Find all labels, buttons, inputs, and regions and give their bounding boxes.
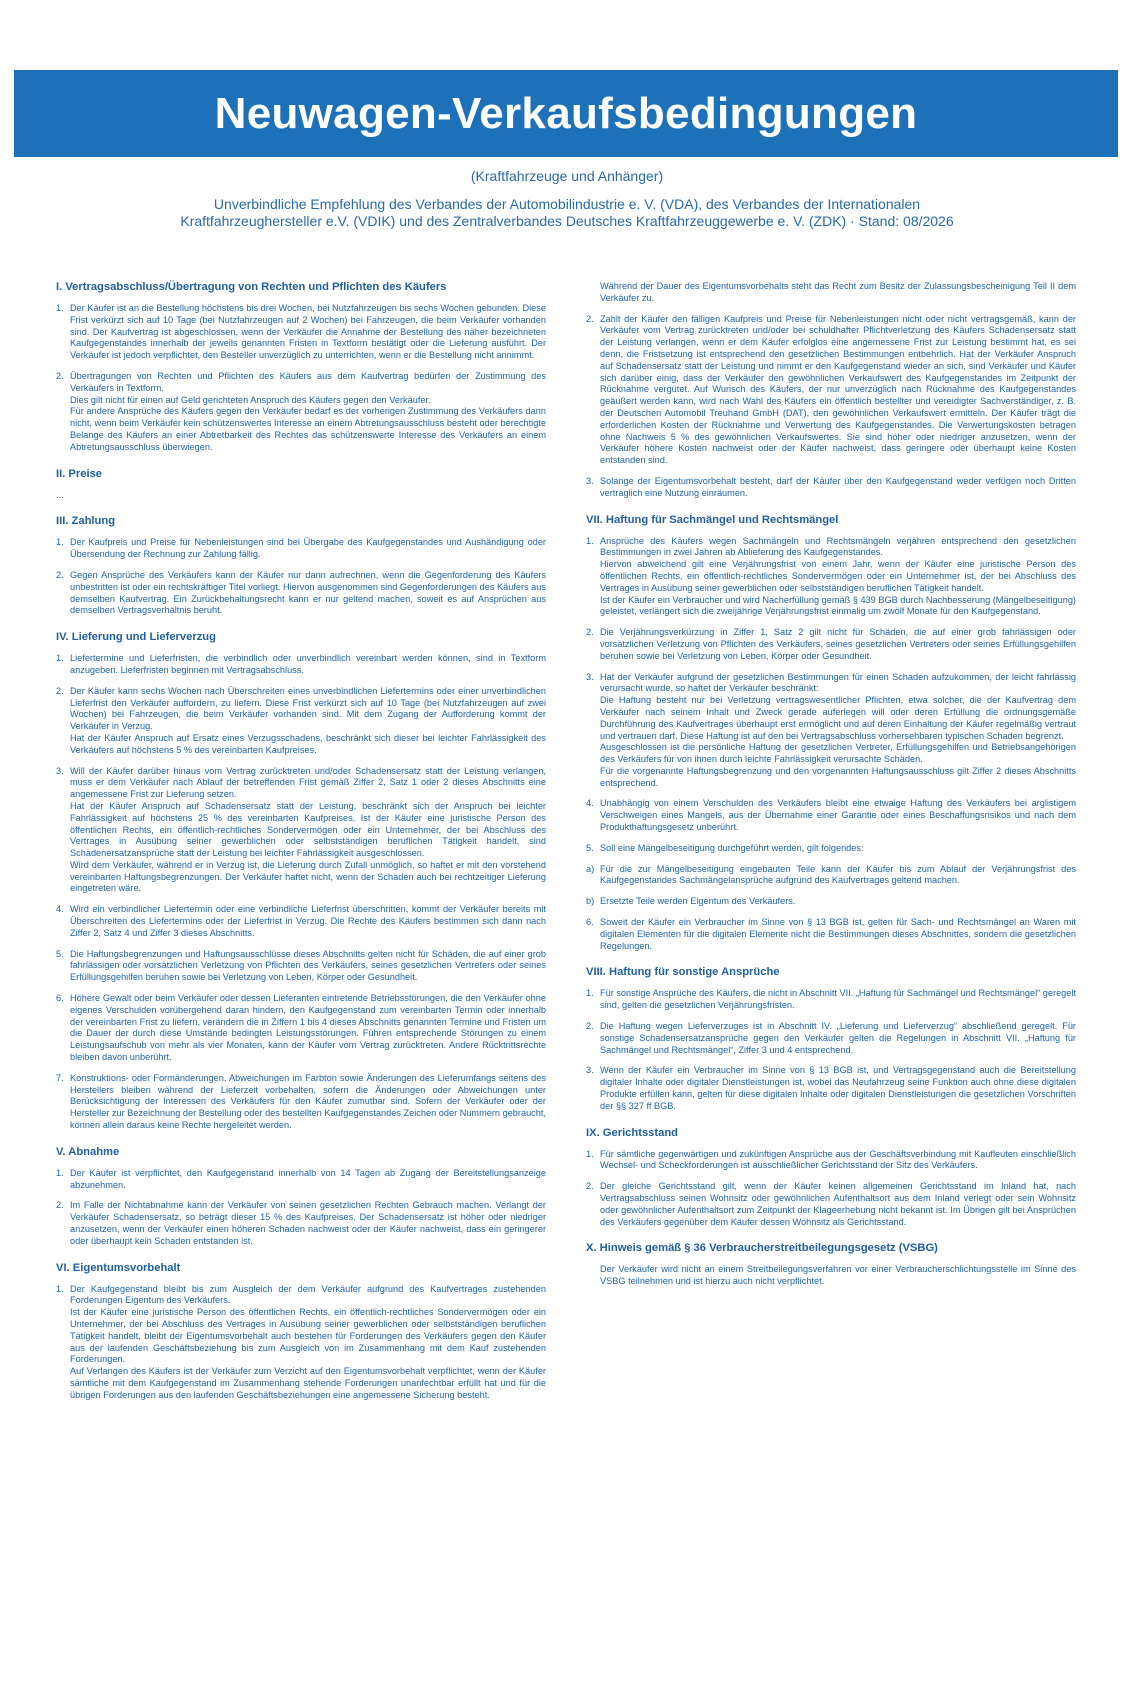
clause-text — [70, 1284, 546, 1402]
clause-paragraph: Ausgeschlossen ist die persönliche Haftung der gesetzlichen Vertreter, Erfüllungsgehilfen und Betriebsangehörigen des Verkäufers für von ihnen durch leichte Fahrlässigkeit verursachte Schäden. — [600, 742, 1076, 765]
clause-text — [600, 536, 1076, 619]
clause-text — [70, 1168, 546, 1192]
clause-text — [600, 476, 1076, 500]
right-column — [586, 281, 1076, 1302]
section — [56, 631, 546, 1132]
clause-paragraph: Will der Käufer darüber hinaus vom Vertrag zurücktreten und/oder Schadensersatz statt der Leistung verlangen, muss er dem Verkäufer nach Ablauf der betreffenden Frist gemäß Ziffer 2, Satz 1 oder 2 dieses Abschnitts eine angemessene Frist zur Lieferung setzen. — [70, 765, 546, 800]
clause-paragraph: Soweit der Käufer ein Verbraucher im Sinne von § 13 BGB ist, gelten für Sach- und Rechtsmängel an Waren mit digitalen Elementen für die digitalen Elemente nicht die Bestimmungen dieses Abschnittes, sondern die gesetzlichen Regelungen. — [600, 917, 1076, 951]
clause-text — [70, 766, 546, 896]
clause-paragraph: Der Kaufgegenstand bleibt bis zum Ausgleich der dem Verkäufer aufgrund des Kaufvertrages zustehenden Forderungen Eigentum des Verkäufers. — [70, 1283, 546, 1306]
clause — [586, 672, 1076, 790]
clause-number: 3. — [586, 475, 594, 486]
clause-paragraph: Die Haftungsbegrenzungen und Haftungsausschlüsse dieses Abschnitts gelten nicht für Schäden, die auf einer grob fahrlässigen oder vorsätzlichen Verletzung von Pflichten des Verkäufers, seines gesetzlichen Vertreters oder seines Erfüllungsgehilfen beruhen sowie bei Verletzung von Leben, Körper oder Gesundheit. — [70, 948, 546, 983]
clause-text — [600, 1181, 1076, 1228]
clause-paragraph: Die Haftung wegen Lieferverzuges ist in Abschnitt IV. „Lieferung und Lieferverzug“ abschließend geregelt. Für sonstige Schadensersatzansprüche gegen den Verkäufer gelten die Regelungen in Abschnitt VII. „Haftung für Sachmängel und Rechtsmängel“, Ziffer 3 und 4 entsprechend. — [600, 1021, 1076, 1055]
section-text: ... — [56, 489, 64, 500]
clause — [56, 570, 546, 617]
clause-text — [600, 1149, 1076, 1173]
clause — [56, 1168, 546, 1192]
clause-text — [70, 303, 546, 362]
clause-text — [70, 1200, 546, 1247]
clause-paragraph: Zahlt der Käufer den fälligen Kaufpreis und Preise für Nebenleistungen nicht oder nicht vertragsgemäß, kann der Verkäufer vom Vertrag zurücktreten und/oder bei schuldhafter Pflichtverletzung des Käufers Schadensersatz statt der Leistung verlangen, wenn er dem Käufer erfolglos eine angemessene Frist zur Leistung bestimmt hat, es sei denn, die Fristsetzung ist entsprechend den gesetzlichen Bestimmungen entbehrlich. Hat der Verkäufer Anspruch auf Schadensersatz statt der Leistung und nimmt er den Kaufgegenstand wieder an sich, sind Verkäufer und Käufer sich darüber einig, dass der Verkäufer den gewöhnlichen Verkaufswert des Kaufgegenstandes im Zeitpunkt der Rücknahme vergütet. Auf Wunsch des Käufers, der nur unverzüglich nach Rücknahme des Kaufgegenstandes geäußert werden kann, wird nach Wahl des Käufers ein öffentlich bestellter und vereidigter Sachverständiger, z. B. der Deutschen Automobil Treuhand GmbH (DAT), den gewöhnlichen Verkaufswert ermitteln. Der Käufer trägt die erforderlichen Kosten der Rücknahme und Verwertung des Kaufgegenstandes. Die Verwertungskosten betragen ohne Nachweis 5 % des gewöhnlichen Verkaufswertes. Sie sind höher oder niedriger anzusetzen, wenn der Verkäufer höhere Kosten nachweist oder der Käufer nachweist, dass geringere oder überhaupt keine Kosten entstanden sind. — [600, 313, 1076, 466]
clause — [586, 988, 1076, 1012]
clause-paragraph: Konstruktions- oder Formänderungen, Abweichungen im Farbton sowie Änderungen des Lieferumfangs seitens des Herstellers bleiben während der Lieferzeit vorbehalten, sofern die Änderungen oder Abweichungen unter Berücksichtigung der Interessen des Verkäufers für den Käufer zumutbar sind. Sofern der Verkäufer oder der Hersteller zur Bezeichnung der Bestellung oder des bestellten Kaufgegenstandes Zeichen oder Nummern gebraucht, können allein daraus keine Rechte hergeleitet werden. — [70, 1072, 546, 1131]
clause — [586, 1181, 1076, 1228]
clause-paragraph: Übertragungen von Rechten und Pflichten des Käufers aus dem Kaufvertrag bedürfen der Zustimmung des Verkäufers in Textform. — [70, 370, 546, 393]
clause-number: 4. — [56, 904, 64, 915]
clause-paragraph: Höhere Gewalt oder beim Verkäufer oder dessen Lieferanten eintretende Betriebsstörungen, die den Verkäufer ohne eigenes Verschulden vorübergehend daran hindern, den Kaufgegenstand zum vereinbarten Termin oder innerhalb der vereinbarten Frist zu liefern, verändern die in Ziffern 1 bis 4 dieses Abschnitts genannten Termine und Fristen um die Dauer der durch diese Umstände bedingten Leistungsstörungen. Führen entsprechende Störungen zu einem Leistungsaufschub von mehr als vier Monaten, kann der Käufer vom Vertrag zurücktreten. Andere Rücktrittsrechte bleiben davon unberührt. — [70, 993, 546, 1063]
clause-paragraph: Wird ein verbindlicher Liefertermin oder eine verbindliche Lieferfrist überschritten, kommt der Verkäufer bereits mit Überschreiten des Liefertermins oder der Lieferfrist in Verzug. Die Rechte des Käufers bestimmen sich dann nach Ziffer 2, Satz 4 und Ziffer 3 dieses Abschnitts. — [70, 904, 546, 938]
clause — [56, 686, 546, 757]
clause-number: 6. — [56, 993, 64, 1004]
clause-number: 2. — [56, 370, 64, 381]
clause-text — [600, 1065, 1076, 1112]
clause-paragraph: Hiervon abweichend gilt eine Verjährungsfrist von einem Jahr, wenn der Käufer eine juristische Person des öffentlichen Rechts, ein öffentlich-rechtliches Sondervermögen oder ein Unternehmer ist, der bei Abschluss des Vertrages in Ausübung seiner gewerblichen oder selbstständigen beruflichen Tätigkeit handelt. — [600, 559, 1076, 593]
clause-number: 1. — [56, 1283, 64, 1294]
clause — [586, 536, 1076, 619]
clause-text — [600, 798, 1076, 833]
clause-number: 1. — [56, 653, 64, 664]
clause-paragraph: Ist der Käufer eine juristische Person des öffentlichen Rechts, ein öffentlich-rechtliches Sondervermögen oder ein Unternehmer, der bei Abschluss des Vertrages in Ausübung seiner gewerblichen oder selbstständigen beruflichen Tätigkeit handelt, bleibt der Eigentumsvorbehalt auch bestehen für Forderungen des Verkäufers gegen den Käufer aus der laufenden Geschäftsbeziehung bis zum Ausgleich von im Zusammenhang mit dem Kauf zustehenden Forderungen. — [70, 1307, 546, 1365]
clause-number: 1. — [56, 1167, 64, 1178]
clause — [56, 1284, 546, 1402]
clause — [586, 864, 1076, 888]
clause-number: 3. — [56, 765, 64, 776]
section — [56, 468, 546, 502]
clause — [56, 303, 546, 362]
clause-text — [600, 314, 1076, 467]
subtitle-block — [0, 168, 1134, 230]
clause-text — [70, 904, 546, 939]
clause — [56, 1073, 546, 1132]
clause-paragraph: Ist der Käufer ein Verbraucher und wird Nacherfüllung gemäß § 439 BGB durch Nachbesserung (Mängelbeseitigung) geleistet, verlängert sich die zweijährige Verjährungsfrist einmalig um zwölf Monate für den Kaufgegenstand. — [600, 594, 1076, 617]
clause-text — [600, 843, 1076, 855]
clause-paragraph: Ersetzte Teile werden Eigentum des Verkäufers. — [600, 896, 796, 907]
clause-paragraph: Der gleiche Gerichtsstand gilt, wenn der Käufer keinen allgemeinen Gerichtsstand im Inland hat, nach Vertragsabschluss seinen Wohnsitz oder gewöhnlichen Aufenthaltsort aus dem Inland verlegt oder sein Wohnsitz oder gewöhnlicher Aufenthaltsort zum Zeitpunkt der Klageerhebung nicht bekannt ist. Im Übrigen gilt bei Ansprüchen des Verkäufers gegenüber dem Käufer dessen Wohnsitz als Gerichtsstand. — [600, 1181, 1076, 1227]
clause — [56, 537, 546, 561]
clause — [586, 798, 1076, 833]
clause-paragraph: Für die zur Mängelbeseitigung eingebauten Teile kann der Käufer bis zum Ablauf der Verjährungsfrist des Kaufgegenstandes Sachmängelansprüche aufgrund des Kaufvertrages geltend machen. — [600, 863, 1076, 886]
clause-text — [70, 653, 546, 677]
clause-text — [70, 686, 546, 757]
section-heading: VI. Eigentumsvorbehalt — [56, 1261, 181, 1274]
clause-paragraph: Hat der Verkäufer aufgrund der gesetzlichen Bestimmungen für einen Schaden aufzukommen, der leicht fahrlässig verursacht wurde, so haftet der Verkäufer beschränkt: — [600, 671, 1076, 694]
clause-number: 1. — [56, 303, 64, 313]
clause-number: 7. — [56, 1072, 64, 1083]
section — [56, 1146, 546, 1248]
clause-text — [70, 537, 546, 561]
clause-number: 5. — [56, 948, 64, 959]
clause-number: 3. — [586, 671, 594, 682]
clause — [586, 1149, 1076, 1173]
recommendation-line-1: Unverbindliche Empfehlung des Verbandes der Automobilindustrie e. V. (VDA), des Verbandes der Internationalen — [213, 196, 921, 212]
clause-paragraph: Der Kaufpreis und Preise für Nebenleistungen sind bei Übergabe des Kaufgegenstandes und Aushändigung oder Übersendung der Rechnung zur Zahlung fällig. — [70, 537, 546, 560]
clause — [586, 627, 1076, 662]
clause-text — [600, 1021, 1076, 1056]
clause — [56, 766, 546, 896]
clause — [56, 904, 546, 939]
clause-number: 1. — [586, 1148, 594, 1159]
clause — [586, 1065, 1076, 1112]
clause-paragraph: Für sämtliche gegenwärtigen und zukünftigen Ansprüche aus der Geschäftsverbindung mit Kaufleuten einschließlich Wechsel- und Scheckforderungen ist ausschließlicher Gerichtsstand der Sitz des Verkäufers. — [600, 1148, 1076, 1171]
clause-text — [70, 371, 546, 454]
clause — [586, 1021, 1076, 1056]
clause-paragraph: Für die vorgenannte Haftungsbegrenzung und den vorgenannten Haftungsausschluss gilt Ziffer 2 dieses Abschnitts entsprechend. — [600, 765, 1076, 788]
clause-text — [70, 1073, 546, 1132]
clause — [56, 993, 546, 1064]
clause-paragraph: Für sonstige Ansprüche des Käufers, die nicht in Abschnitt VII. „Haftung für Sachmängel und Rechtsmängel“ geregelt sind, gelten die gesetzlichen Verjährungsfristen. — [600, 988, 1076, 1011]
clause-number: 1. — [56, 537, 64, 548]
section-heading: VIII. Haftung für sonstige Ansprüche — [586, 966, 780, 979]
section-heading: X. Hinweis gemäß § 36 Verbraucherstreitbeilegungsgesetz (VSBG) — [586, 1242, 938, 1255]
clause-paragraph: Die Verjährungsverkürzung in Ziffer 1, Satz 2 gilt nicht für Schäden, die auf einer grob fahrlässigen oder vorsätzlichen Verletzung von Pflichten des Verkäufers, seines gesetzlichen Vertreters oder seines Erfüllungsgehilfen beruhen sowie bei Verletzung von Leben, Körper oder Gesundheit. — [600, 627, 1076, 661]
clause-text — [70, 993, 546, 1064]
clause-number: 6. — [586, 917, 594, 928]
clause-text — [600, 864, 1076, 888]
clause-paragraph: Der Käufer ist verpflichtet, den Kaufgegenstand innerhalb von 14 Tagen ab Zugang der Bereitstellungsanzeige abzunehmen. — [70, 1167, 546, 1190]
clause-paragraph: Wird dem Verkäufer, während er in Verzug ist, die Lieferung durch Zufall unmöglich, so haftet er mit den vorstehend vereinbarten Haftungsbegrenzungen. Der Verkäufer haftet nicht, wenn der Schaden auch bei rechtzeitiger Lieferung eingetreten wäre. — [70, 859, 546, 894]
clause-number: 2. — [56, 685, 64, 696]
clause-number: 1. — [586, 988, 594, 999]
clause-number: 2. — [586, 1021, 594, 1032]
clause-paragraph: Die Haftung besteht nur bei Verletzung vertragswesentlicher Pflichten, etwa solcher, die der Kaufvertrag dem Verkäufer nach seinem Inhalt und Zweck gerade auferlegen will oder deren Erfüllung die ordnungsgemäße Durchführung des Kaufvertrages überhaupt erst ermöglicht und auf deren Einhaltung der Käufer regelmäßig vertraut und vertrauen darf. Diese Haftung ist auf den bei Vertragsabschluss vorhersehbaren typischen Schaden begrenzt. — [600, 695, 1076, 741]
clause — [56, 949, 546, 984]
clause — [56, 371, 546, 454]
clause-text — [600, 672, 1076, 790]
title-banner — [14, 70, 1118, 157]
clause — [586, 476, 1076, 500]
clause-number: 2. — [586, 627, 594, 638]
clause-number: 2. — [56, 1200, 64, 1211]
section-heading: I. Vertragsabschluss/Übertragung von Rechten und Pflichten des Käufers — [56, 281, 447, 293]
section — [586, 281, 1076, 500]
clause-number: 4. — [586, 798, 594, 809]
clause-paragraph: Soll eine Mängelbeseitigung durchgeführt werden, gilt folgendes: — [600, 842, 864, 853]
clause-number: 2. — [586, 1181, 594, 1192]
page-title: Neuwagen-Verkaufsbedingungen — [214, 88, 918, 138]
clause — [56, 1200, 546, 1247]
clause-number: 2. — [56, 569, 64, 580]
clause-number: 5. — [586, 842, 594, 853]
section — [586, 966, 1076, 1112]
clause-paragraph: Wenn der Käufer ein Verbraucher im Sinne von § 13 BGB ist, und Vertragsgegenstand auch die Bereitstellung digitaler Inhalte oder digitaler Dienstleistungen ist, wobei das Neufahrzeug seine Funktion auch ohne diese digitalen Produkte erfüllen kann, gelten für diese digitalen Inhalte oder digitalen Dienstleistungen die gesetzlichen Vorschriften der §§ 327 ff BGB. — [600, 1065, 1076, 1111]
left-column — [56, 281, 546, 1416]
clause-paragraph: Unabhängig von einem Verschulden des Verkäufers bleibt eine etwaige Haftung des Verkäufers bei arglistigem Verschweigen eines Mangels, aus der Übernahme einer Garantie oder eines Beschaffungsrisikos und nach dem Produkthaftungsgesetz unberührt. — [600, 798, 1076, 833]
clause-paragraph: Im Falle der Nichtabnahme kann der Verkäufer von seinen gesetzlichen Rechten Gebrauch machen. Verlangt der Verkäufer Schadensersatz, so beträgt dieser 15 % des Kaufpreises. Der Schadensersatz ist höher oder niedriger anzusetzen, wenn der Verkäufer einen höheren Schaden nachweist oder der Käufer nachweist, dass ein geringerer oder überhaupt kein Schaden entstanden ist. — [70, 1200, 546, 1246]
section-heading: IV. Lieferung und Lieferverzug — [56, 631, 216, 644]
clause-paragraph: Gegen Ansprüche des Verkäufers kann der Käufer nur dann aufrechnen, wenn die Gegenforderung des Käufers unbestritten ist oder ein rechtskräftiger Titel vorliegt. Hiervon ausgenommen sind Gegenforderungen des Käufers aus demselben Kaufvertrag. Ein Zurückbehaltungsrecht kann er nur geltend machen, soweit es auf Ansprüchen aus demselben Vertragsverhältnis beruht. — [70, 569, 546, 616]
section-heading: VII. Haftung für Sachmängel und Rechtsmängel — [586, 513, 839, 526]
clause-paragraph: Auf Verlangen des Käufers ist der Verkäufer zum Verzicht auf den Eigentumsvorbehalt verpflichtet, wenn der Käufer sämtliche mit dem Kaufgegenstand im Zusammenhang stehende Forderungen unanfechtbar erfüllt hat und für die übrigen Forderungen aus den laufenden Geschäftsbeziehungen eine angemessene Sicherung besteht. — [70, 1366, 546, 1400]
section — [56, 1262, 546, 1402]
clause-number: 1. — [586, 535, 594, 546]
section-text: Der Verkäufer wird nicht an einem Streitbeilegungsverfahren vor einer Verbraucherschlichtungsstelle im Sinne des VSBG teilnehmen und ist hierzu auch nicht verpflichtet. — [600, 1264, 1076, 1287]
section — [56, 281, 546, 454]
subtitle: (Kraftfahrzeuge und Anhänger) — [470, 168, 664, 184]
clause — [56, 653, 546, 677]
section — [586, 514, 1076, 953]
clause-text — [70, 949, 546, 984]
clause — [586, 896, 1076, 908]
clause-number: 2. — [586, 313, 594, 324]
clause-text — [600, 896, 1076, 908]
clause-number: 3. — [586, 1065, 594, 1076]
recommendation-line-2: Kraftfahrzeughersteller e.V. (VDIK) und des Zentralverbandes Deutsches Kraftfahrzeuggewerbe e. V. (ZDK) · Stand: 08/2026 — [180, 213, 954, 229]
clause-paragraph: Hat der Käufer Anspruch auf Ersatz eines Verzugsschadens, beschränkt sich dieser bei leichter Fahrlässigkeit des Verkäufers auf höchstens 5 % des vereinbarten Kaufpreises. — [70, 732, 546, 755]
clause-paragraph: Hat der Käufer Anspruch auf Schadensersatz statt der Leistung, beschränkt sich der Anspruch bei leichter Fahrlässigkeit auf höchstens 25 % des vereinbarten Kaufpreises. Ist der Käufer eine juristische Person des öffentlichen Rechts, ein öffentlich-rechtliches Sondervermögen oder ein Unternehmer, der bei Abschluss des Vertrages in Ausübung seiner gewerblichen oder selbstständigen beruflichen Tätigkeit handelt, sind Schadenersatzansprüche statt der Leistung bei leichter Fahrlässigkeit ausgeschlossen. — [70, 800, 546, 859]
clause-paragraph: Dies gilt nicht für einen auf Geld gerichteten Anspruch des Käufers gegen den Verkäufer. — [70, 394, 431, 405]
clause-number: a) — [586, 863, 595, 874]
clause-number: b) — [586, 896, 595, 907]
clause-text — [600, 917, 1076, 952]
clause — [586, 917, 1076, 952]
section — [586, 1242, 1076, 1288]
clause-text — [70, 570, 546, 617]
clause-paragraph: Für andere Ansprüche des Käufers gegen den Verkäufer bedarf es der vorherigen Zustimmung des Verkäufers dann nicht, wenn beim Verkäufer kein schützenswertes Interesse an einem Abtretungsausschluss besteht oder berechtigte Belange des Käufers an einer Abtretbarkeit des Rechtes das schützenswerte Interesse des Verkäufers an einem Abtretungsausschluss überwiegen. — [70, 406, 546, 452]
clause-text — [600, 988, 1076, 1012]
clause-paragraph: Solange der Eigentumsvorbehalt besteht, darf der Käufer über den Kaufgegenstand weder verfügen noch Dritten vertraglich eine Nutzung einräumen. — [600, 475, 1076, 498]
clause — [586, 314, 1076, 467]
section-heading: II. Preise — [56, 467, 103, 480]
section — [56, 515, 546, 617]
clause-paragraph: Ansprüche des Käufers wegen Sachmängeln und Rechtsmängeln verjähren entsprechend den gesetzlichen Bestimmungen in zwei Jahren ab Ablieferung des Kaufgegenstandes. — [600, 535, 1076, 558]
clause-paragraph: Der Käufer ist an die Bestellung höchstens bis drei Wochen, bei Nutzfahrzeugen bis sechs Wochen gebunden. Diese Frist verkürzt sich auf 10 Tage (bei Nutzfahrzeugen auf 2 Wochen) bei Fahrzeugen, die beim Verkäufer vorhanden sind. Der Kaufvertrag ist abgeschlossen, wenn der Verkäufer die Annahme der Bestellung des näher bezeichneten Kaufgegenstandes innerhalb der jeweils genannten Fristen in Textform bestätigt oder die Lieferung ausführt. Der Verkäufer ist jedoch verpflichtet, den Besteller unverzüglich zu unterrichten, wenn er die Bestellung nicht annimmt. — [70, 303, 546, 361]
clause-text — [600, 627, 1076, 662]
section — [586, 1127, 1076, 1229]
section-heading: III. Zahlung — [56, 515, 116, 528]
clause-paragraph: Liefertermine und Lieferfristen, die verbindlich oder unverbindlich vereinbart werden können, sind in Textform anzugeben. Lieferfristen beginnen mit Vertragsabschluss. — [70, 653, 546, 675]
section-continuation-text: Während der Dauer des Eigentumsvorbehalts steht das Recht zum Besitz der Zulassungsbescheinigung Teil II dem Verkäufer zu. — [600, 281, 1076, 303]
section-heading: IX. Gerichtsstand — [586, 1126, 679, 1139]
clause — [586, 843, 1076, 855]
clause-paragraph: Der Käufer kann sechs Wochen nach Überschreiten eines unverbindlichen Liefertermins oder einer unverbindlichen Lieferfrist den Verkäufer auffordern, zu liefern. Diese Frist verkürzt sich auf 10 Tage (bei Nutzfahrzeugen auf zwei Wochen) bei Fahrzeugen, die beim Verkäufer vorhanden sind. Mit dem Zugang der Aufforderung kommt der Verkäufer in Verzug. — [70, 685, 546, 732]
section-heading: V. Abnahme — [56, 1145, 120, 1158]
